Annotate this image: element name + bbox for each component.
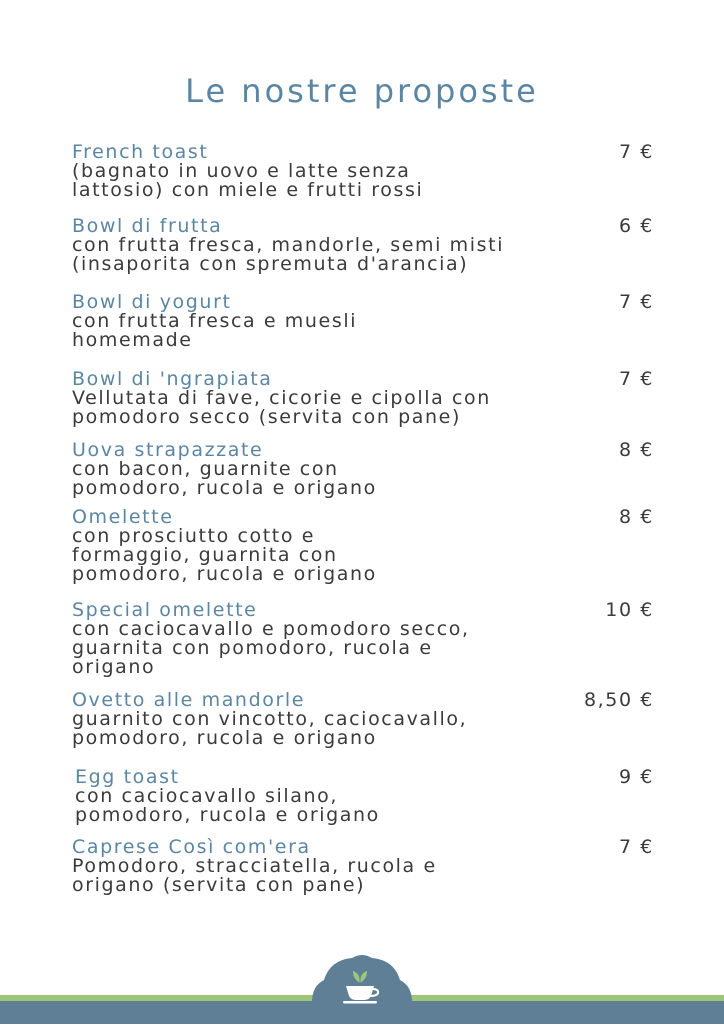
menu-item [72,293,654,350]
footer-band [0,950,724,1024]
item-description: con caciocavallo e pomodoro secco, guarnita con pomodoro, rucola e origano [72,618,470,678]
item-name: Bowl di 'ngrapiata [72,368,273,390]
item-name: Bowl di frutta [72,215,223,237]
item-price: 8 € [618,439,654,461]
item-price: 7 € [618,368,654,390]
item-name: Caprese Così com'era [72,836,311,858]
item-description: (bagnato in uovo e latte senza lattosio) con miele e frutti rossi [72,160,424,201]
item-description: guarnito con vincotto, caciocavallo, pomodoro, rucola e origano [72,708,468,749]
item-name: French toast [72,141,209,163]
footer-decoration [0,950,724,1024]
item-price: 7 € [618,141,654,163]
menu-item [72,217,654,274]
menu-item [72,691,654,748]
item-price: 8,50 € [583,689,654,711]
item-name: Special omelette [72,599,258,621]
menu-item [72,508,654,584]
item-price: 7 € [618,836,654,858]
item-description: con prosciutto cotto e formaggio, guarnita con pomodoro, rucola e origano [72,525,377,585]
menu-item [72,601,654,677]
item-description: con caciocavallo silano, pomodoro, rucola e origano [75,785,380,826]
item-price: 9 € [618,766,654,788]
item-price: 6 € [618,215,654,237]
item-price: 8 € [618,506,654,528]
menu-item [72,143,654,200]
item-name: Egg toast [75,766,180,788]
item-description: con frutta fresca e muesli homemade [72,310,358,351]
item-price: 10 € [605,599,654,621]
item-description: Vellutata di fave, cicorie e cipolla con pomodoro secco (servita con pane) [72,387,491,428]
menu-item [72,441,654,498]
item-description: con frutta fresca, mandorle, semi misti (insaporita con spremuta d'arancia) [72,234,505,275]
menu-item [72,838,654,895]
item-description: con bacon, guarnite con pomodoro, rucola e origano [72,458,377,499]
item-name: Omelette [72,506,174,528]
item-name: Ovetto alle mandorle [72,689,306,711]
item-name: Uova strapazzate [72,439,264,461]
item-description: Pomodoro, stracciatella, rucola e origano (servita con pane) [72,855,437,896]
item-name: Bowl di yogurt [72,291,232,313]
menu-item [75,768,654,825]
menu-item [72,370,654,427]
item-price: 7 € [618,291,654,313]
page-title: Le nostre proposte [185,72,539,110]
